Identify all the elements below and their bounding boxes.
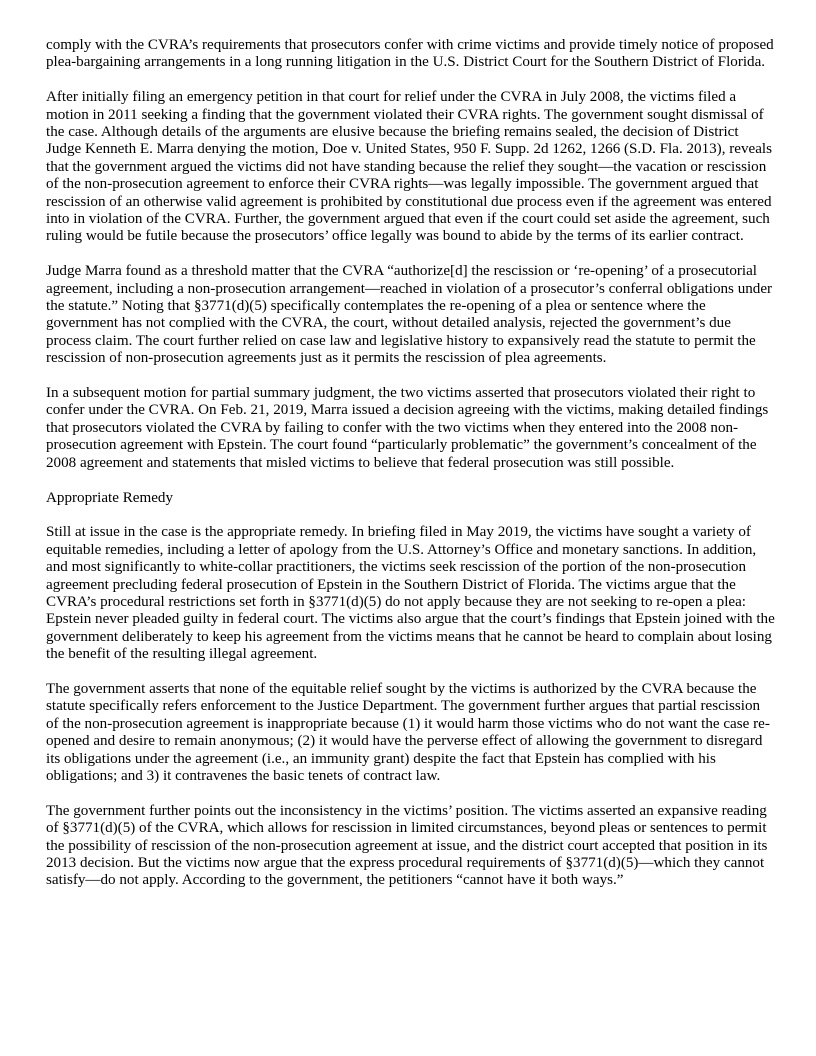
paragraph-intro-continued: comply with the CVRA’s requirements that prosecutors confer with crime victims and provide timely notice of proposed plea-bargaining arrangements in a long running litigation in the U.S. District Court for the Southern District of Florida.: [46, 37, 774, 71]
paragraph-inconsistency: The government further points out the inconsistency in the victims’ position. The victims asserted an expansive reading of §3771(d)(5) of the CVRA, which allows for rescission in limited circumstances, beyond pleas or sentences to permit the possibility of rescission of the non-prosecution agreement at issue, and the district court accepted that position in its 2013 decision. But the victims now argue that the express procedural requirements of §3771(d)(5)—which they cannot satisfy—do not apply. According to the government, the petitioners “cannot have it both ways.”: [46, 802, 768, 889]
section-heading-appropriate-remedy: Appropriate Remedy: [46, 489, 173, 506]
paragraph-emergency-petition: After initially filing an emergency petition in that court for relief under the CVRA in July 2008, the victims filed a motion in 2011 seeking a finding that the government violated their CVRA rights. The government sought dismissal of the case. Although details of the arguments are elusive because the briefing remains sealed, the decision of District Judge Kenneth E. Marra denying the motion, Doe v. United States, 950 F. Supp. 2d 1262, 1266 (S.D. Fla. 2013), reveals that the government argued the victims did not have standing because the relief they sought—the vacation or rescission of the non-prosecution agreement to enforce their CVRA rights—was legally impossible. The government argued that rescission of an otherwise valid agreement is prohibited by constitutional due process even if the agreement was entered into in violation of the CVRA. Further, the government argued that even if the court could set aside the agreement, such ruling would be futile because the prosecutors’ office legally was bound to abide by the terms of its earlier contract.: [46, 89, 772, 245]
paragraph-summary-judgment: In a subsequent motion for partial summary judgment, the two victims asserted that prosecutors violated their right to confer under the CVRA. On Feb. 21, 2019, Marra issued a decision agreeing with the victims, making detailed findings that prosecutors violated the CVRA by failing to confer with the two victims when they entered into the 2008 non-prosecution agreement with Epstein. The court found “particularly problematic” the government’s concealment of the 2008 agreement and statements that misled victims to believe that federal prosecution was still possible.: [46, 385, 769, 471]
paragraph-remedy-sought: Still at issue in the case is the appropriate remedy. In briefing filed in May 2019, the victims have sought a variety of equitable remedies, including a letter of apology from the U.S. Attorney’s Office and monetary sanctions. In addition, and most significantly to white-collar practitioners, the victims seek rescission of the portion of the non-prosecution agreement precluding federal prosecution of Epstein in the Southern District of Florida. The victims argue that the CVRA’s procedural restrictions set forth in §3771(d)(5) do not apply because they are not seeking to re-open a plea: Epstein never pleaded guilty in federal court. The victims also argue that the court’s findings that Epstein joined with the government deliberately to keep his agreement from the victims means that he cannot be heard to complain about losing the benefit of the resulting illegal agreement.: [46, 524, 775, 663]
paragraph-government-assertions: The government asserts that none of the equitable relief sought by the victims is authorized by the CVRA because the statute specifically refers enforcement to the Justice Department. The government further argues that partial rescission of the non-prosecution agreement is inappropriate because (1) it would harm those victims who do not want the case re-opened and desire to remain anonymous; (2) it would have the perverse effect of allowing the government to disregard its obligations under the agreement (i.e., an immunity grant) despite the fact that Epstein has complied with his obligations; and 3) it contravenes the basic tenets of contract law.: [46, 680, 770, 784]
paragraph-judge-marra-finding: Judge Marra found as a threshold matter that the CVRA “authorize[d] the rescission or ‘re-opening’ of a prosecutorial agreement, including a non-prosecution arrangement—reached in violation of a prosecutor’s conferral obligations under the statute.” Noting that §3771(d)(5) specifically contemplates the re-opening of a plea or sentence where the government has not complied with the CVRA, the court, without detailed analysis, rejected the government’s due process claim. The court further relied on case law and legislative history to expansively read the statute to permit the rescission of non-prosecution agreements just as it permits the rescission of plea agreements.: [46, 263, 773, 367]
document-page: [46, 37, 776, 907]
